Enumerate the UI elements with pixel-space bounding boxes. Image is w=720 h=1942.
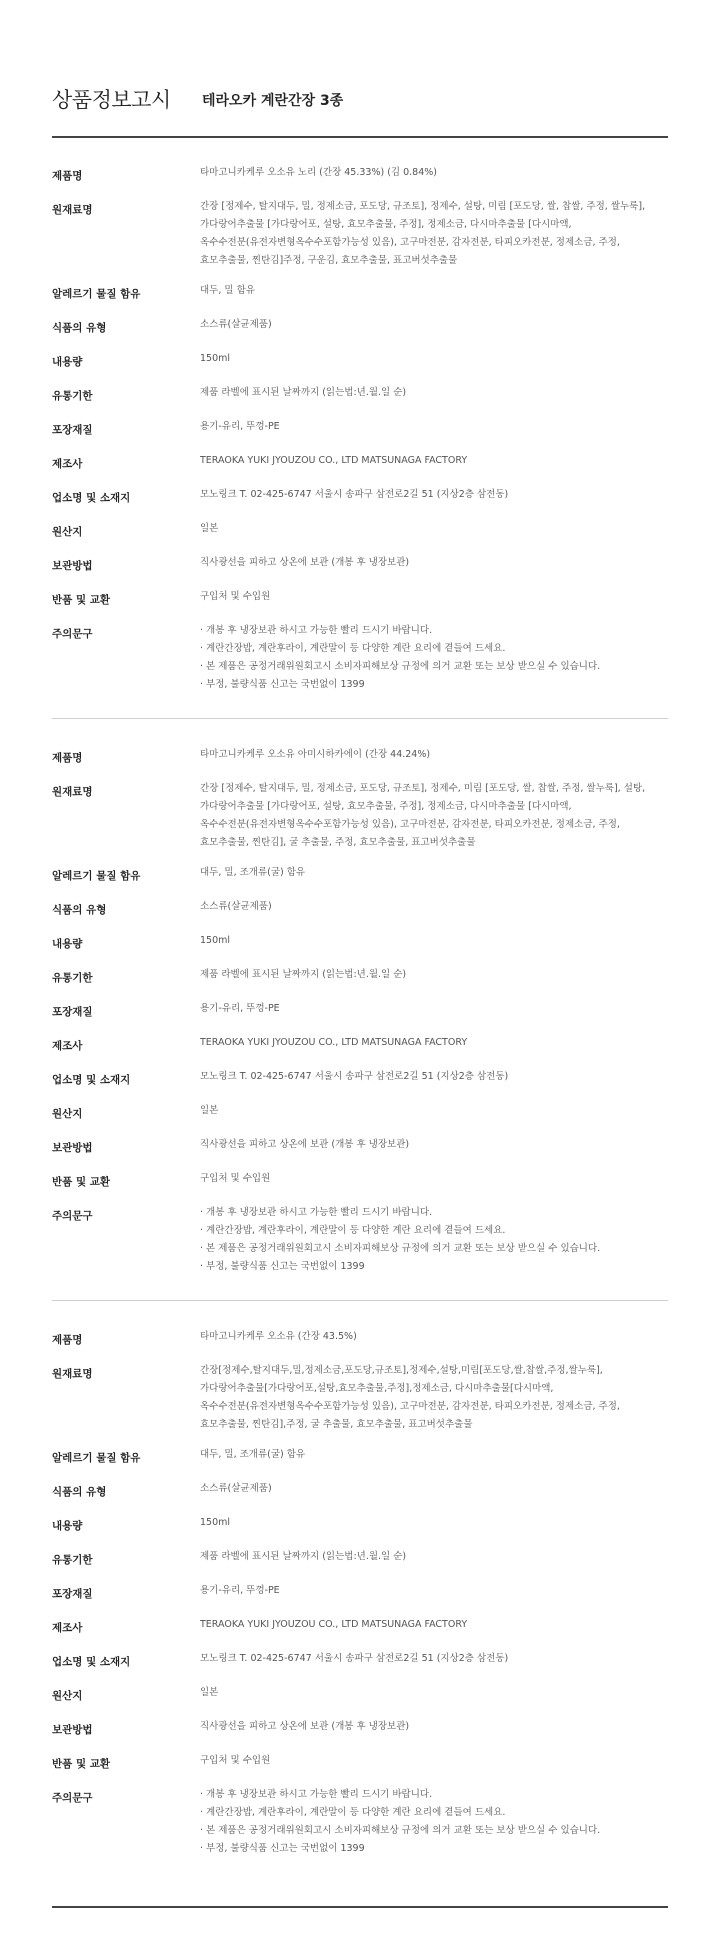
info-value-line: 제품 라벨에 표시된 날짜까지 (읽는법:년.월.일 순)	[200, 1551, 407, 1562]
info-label: 포장재질	[52, 424, 93, 436]
info-value-line: · 본 제품은 공정거래위원회고시 소비자피해보상 규정에 의거 교환 또는 보상 받으실 수 있습니다.	[200, 661, 601, 672]
info-value-line: 구입처 및 수입원	[200, 591, 271, 602]
info-value	[200, 1102, 668, 1120]
info-label: 보관방법	[52, 560, 93, 572]
info-value	[200, 1034, 668, 1052]
info-value-line: 용기-유리, 뚜껑-PE	[200, 1585, 280, 1596]
info-value	[200, 1136, 668, 1154]
info-value	[200, 164, 668, 182]
info-label: 유통기한	[52, 1554, 93, 1566]
info-value-line: 소스류(살균제품)	[200, 1483, 272, 1494]
page-title: 상품정보고시	[52, 88, 171, 112]
info-label: 제조사	[52, 1040, 83, 1052]
info-label: 원산지	[52, 526, 83, 538]
info-value-line: · 부정, 불량식품 신고는 국번없이 1399	[200, 1843, 365, 1854]
info-value-line: 간장[정제수,탈지대두,밀,정제소금,포도당,규조토],정제수,설탕,미림[포도당,쌀,찹쌀,주정,쌀누룩],	[200, 1365, 603, 1376]
info-value-line: 소스류(살균제품)	[200, 319, 272, 330]
info-value	[200, 622, 668, 694]
info-value-line: 모노링크 T. 02-425-6747 서울시 송파구 삼전로2길 51 (지상2층 삼전동)	[200, 1653, 509, 1664]
info-value-line: 타마고니카케루 오소유 아미시하카에이 (간장 44.24%)	[200, 749, 431, 760]
info-value	[200, 1582, 668, 1600]
info-value-line: 간장 [정제수, 탈지대두, 밀, 정제소금, 포도당, 규조토], 정제수, 설탕, 미림 [포도당, 쌀, 찹쌀, 주정, 쌀누룩],	[200, 201, 646, 212]
info-label: 업소명 및 소재지	[52, 1656, 131, 1668]
info-label: 내용량	[52, 1520, 83, 1532]
info-value-line: 간장 [정제수, 탈지대두, 밀, 정제소금, 포도당, 규조토], 정제수, 미림 [포도당, 쌀, 찹쌀, 주정, 쌀누룩], 설탕,	[200, 783, 646, 794]
info-label: 포장재질	[52, 1588, 93, 1600]
info-value	[200, 384, 668, 402]
info-value-line: 일본	[200, 1687, 219, 1698]
info-label: 유통기한	[52, 972, 93, 984]
info-value	[200, 1786, 668, 1858]
info-value	[200, 486, 668, 504]
info-value	[200, 198, 668, 270]
info-value-line: 대두, 밀, 조개류(굴) 함유	[200, 1449, 306, 1460]
info-value-line: 옥수수전분(유전자변형옥수수포함가능성 있음), 고구마전분, 감자전분, 타피오카전분, 정제소금, 주정,	[200, 237, 620, 248]
bottom-divider	[52, 1906, 668, 1908]
info-value-line: 직사광선을 피하고 상온에 보관 (개봉 후 냉장보관)	[200, 557, 410, 568]
info-value-line: 효모추출물, 찐탄김], 굴 추출물, 주정, 효모추출물, 표고버섯추출물	[200, 837, 476, 848]
info-value-line: 구입처 및 수입원	[200, 1173, 271, 1184]
info-label: 반품 및 교환	[52, 594, 111, 606]
info-label: 원재료명	[52, 204, 93, 216]
info-value	[200, 350, 668, 368]
info-value-line: · 본 제품은 공정거래위원회고시 소비자피해보상 규정에 의거 교환 또는 보상 받으실 수 있습니다.	[200, 1825, 601, 1836]
info-value	[200, 1616, 668, 1634]
info-value	[200, 1362, 668, 1434]
product-section	[52, 148, 668, 719]
info-value-line: 타마고니카케루 오소유 노리 (간장 45.33%) (김 0.84%)	[200, 167, 438, 178]
info-value-line: 가다랑어추출물 [가다랑어포, 설탕, 효모추출물, 주정], 정제소금, 다시마추출물 [다시마액,	[200, 801, 572, 812]
info-value	[200, 780, 668, 852]
info-label: 반품 및 교환	[52, 1176, 111, 1188]
info-value	[200, 588, 668, 606]
info-label: 제품명	[52, 1334, 83, 1346]
info-value	[200, 898, 668, 916]
info-label: 식품의 유형	[52, 1486, 107, 1498]
info-label: 주의문구	[52, 628, 93, 640]
info-value-line: 제품 라벨에 표시된 날짜까지 (읽는법:년.월.일 순)	[200, 387, 407, 398]
info-value-line: 옥수수전분(유전자변형옥수수포함가능성 있음), 고구마전분, 감자전분, 타피오카전분, 정제소금, 주정,	[200, 819, 620, 830]
info-value-line: · 개봉 후 냉장보관 하시고 가능한 빨리 드시기 바랍니다.	[200, 625, 433, 636]
info-value	[200, 1068, 668, 1086]
info-label: 내용량	[52, 356, 83, 368]
info-label: 보관방법	[52, 1724, 93, 1736]
info-value-line: 제품 라벨에 표시된 날짜까지 (읽는법:년.월.일 순)	[200, 969, 407, 980]
info-label: 알레르기 물질 함유	[52, 870, 141, 882]
info-value-line: 소스류(살균제품)	[200, 901, 272, 912]
info-label: 반품 및 교환	[52, 1758, 111, 1770]
info-value-line: 용기-유리, 뚜껑-PE	[200, 1003, 280, 1014]
info-value	[200, 1170, 668, 1188]
info-value-line: · 부정, 불량식품 신고는 국번없이 1399	[200, 679, 365, 690]
info-value-line: 직사광선을 피하고 상온에 보관 (개봉 후 냉장보관)	[200, 1721, 410, 1732]
info-value	[200, 554, 668, 572]
info-value-line: 가다랑어추출물[가다랑어포,설탕,효모추출물,주정],정제소금, 다시마추출물[다시마액,	[200, 1383, 554, 1394]
info-value	[200, 746, 668, 764]
info-value-line: 150ml	[200, 1517, 231, 1528]
info-label: 제조사	[52, 458, 83, 470]
info-label: 제품명	[52, 170, 83, 182]
info-value	[200, 1446, 668, 1464]
info-label: 식품의 유형	[52, 904, 107, 916]
info-value-line: 모노링크 T. 02-425-6747 서울시 송파구 삼전로2길 51 (지상2층 삼전동)	[200, 1071, 509, 1082]
info-value	[200, 864, 668, 882]
info-value-line: 가다랑어추출물 [가다랑어포, 설탕, 효모추출물, 주정], 정제소금, 다시마추출물 [다시마액,	[200, 219, 572, 230]
info-value-line: 모노링크 T. 02-425-6747 서울시 송파구 삼전로2길 51 (지상2층 삼전동)	[200, 489, 509, 500]
info-label: 알레르기 물질 함유	[52, 288, 141, 300]
info-value-line: 효모추출물, 찐탄김],주정, 굴 추출물, 효모추출물, 표고버섯추출물	[200, 1419, 473, 1430]
product-set-name: 테라오카 계란간장 3종	[202, 93, 344, 109]
info-value-line: 일본	[200, 1105, 219, 1116]
info-label: 업소명 및 소재지	[52, 492, 131, 504]
info-value	[200, 418, 668, 436]
info-value-line: 타마고니카케루 오소유 (간장 43.5%)	[200, 1331, 357, 1342]
info-value-line: 구입처 및 수입원	[200, 1755, 271, 1766]
info-value-line: 150ml	[200, 353, 231, 364]
info-value	[200, 316, 668, 334]
info-value	[200, 282, 668, 300]
info-value	[200, 966, 668, 984]
info-label: 원산지	[52, 1690, 83, 1702]
product-section	[52, 1312, 668, 1872]
info-value	[200, 520, 668, 538]
info-value	[200, 1718, 668, 1736]
info-value	[200, 1548, 668, 1566]
info-value-line: TERAOKA YUKI JYOUZOU CO., LTD MATSUNAGA FACTORY	[200, 1619, 468, 1630]
info-value	[200, 1514, 668, 1532]
info-value-line: 용기-유리, 뚜껑-PE	[200, 421, 280, 432]
info-value-line: TERAOKA YUKI JYOUZOU CO., LTD MATSUNAGA FACTORY	[200, 1037, 468, 1048]
info-label: 내용량	[52, 938, 83, 950]
info-value-line: 효모추출물, 찐탄김]주정, 구운김, 효모추출물, 표고버섯추출물	[200, 255, 458, 266]
info-value-line: 150ml	[200, 935, 231, 946]
info-label: 유통기한	[52, 390, 93, 402]
info-label: 제품명	[52, 752, 83, 764]
info-label: 알레르기 물질 함유	[52, 1452, 141, 1464]
info-label: 포장재질	[52, 1006, 93, 1018]
info-value-line: · 개봉 후 냉장보관 하시고 가능한 빨리 드시기 바랍니다.	[200, 1207, 433, 1218]
info-label: 업소명 및 소재지	[52, 1074, 131, 1086]
info-label: 원산지	[52, 1108, 83, 1120]
info-label: 제조사	[52, 1622, 83, 1634]
info-label: 주의문구	[52, 1792, 93, 1804]
info-value-line: · 부정, 불량식품 신고는 국번없이 1399	[200, 1261, 365, 1272]
page-header	[52, 84, 668, 138]
info-value-line: · 계란간장밥, 계란후라이, 계란말이 등 다양한 계란 요리에 곁들여 드세요.	[200, 1225, 506, 1236]
info-value-line: 직사광선을 피하고 상온에 보관 (개봉 후 냉장보관)	[200, 1139, 410, 1150]
info-label: 식품의 유형	[52, 322, 107, 334]
info-value-line: TERAOKA YUKI JYOUZOU CO., LTD MATSUNAGA FACTORY	[200, 455, 468, 466]
info-value-line: · 계란간장밥, 계란후라이, 계란말이 등 다양한 계란 요리에 곁들여 드세요.	[200, 1807, 506, 1818]
info-value-line: 옥수수전분(유전자변형옥수수포함가능성 있음), 고구마전분, 감자전분, 타피오카전분, 정제소금, 주정,	[200, 1401, 620, 1412]
info-value	[200, 1328, 668, 1346]
info-label: 보관방법	[52, 1142, 93, 1154]
info-value-line: 대두, 밀, 조개류(굴) 함유	[200, 867, 306, 878]
info-value-line: · 계란간장밥, 계란후라이, 계란말이 등 다양한 계란 요리에 곁들여 드세요.	[200, 643, 506, 654]
info-value	[200, 932, 668, 950]
info-value	[200, 1204, 668, 1276]
info-value	[200, 452, 668, 470]
info-value-line: 대두, 밀 함유	[200, 285, 255, 296]
info-value-line: · 개봉 후 냉장보관 하시고 가능한 빨리 드시기 바랍니다.	[200, 1789, 433, 1800]
info-value	[200, 1000, 668, 1018]
product-section	[52, 730, 668, 1301]
info-value	[200, 1684, 668, 1702]
info-value-line: · 본 제품은 공정거래위원회고시 소비자피해보상 규정에 의거 교환 또는 보상 받으실 수 있습니다.	[200, 1243, 601, 1254]
info-value	[200, 1650, 668, 1668]
info-label: 원재료명	[52, 786, 93, 798]
info-label: 원재료명	[52, 1368, 93, 1380]
info-label: 주의문구	[52, 1210, 93, 1222]
info-value	[200, 1480, 668, 1498]
info-value	[200, 1752, 668, 1770]
info-value-line: 일본	[200, 523, 219, 534]
